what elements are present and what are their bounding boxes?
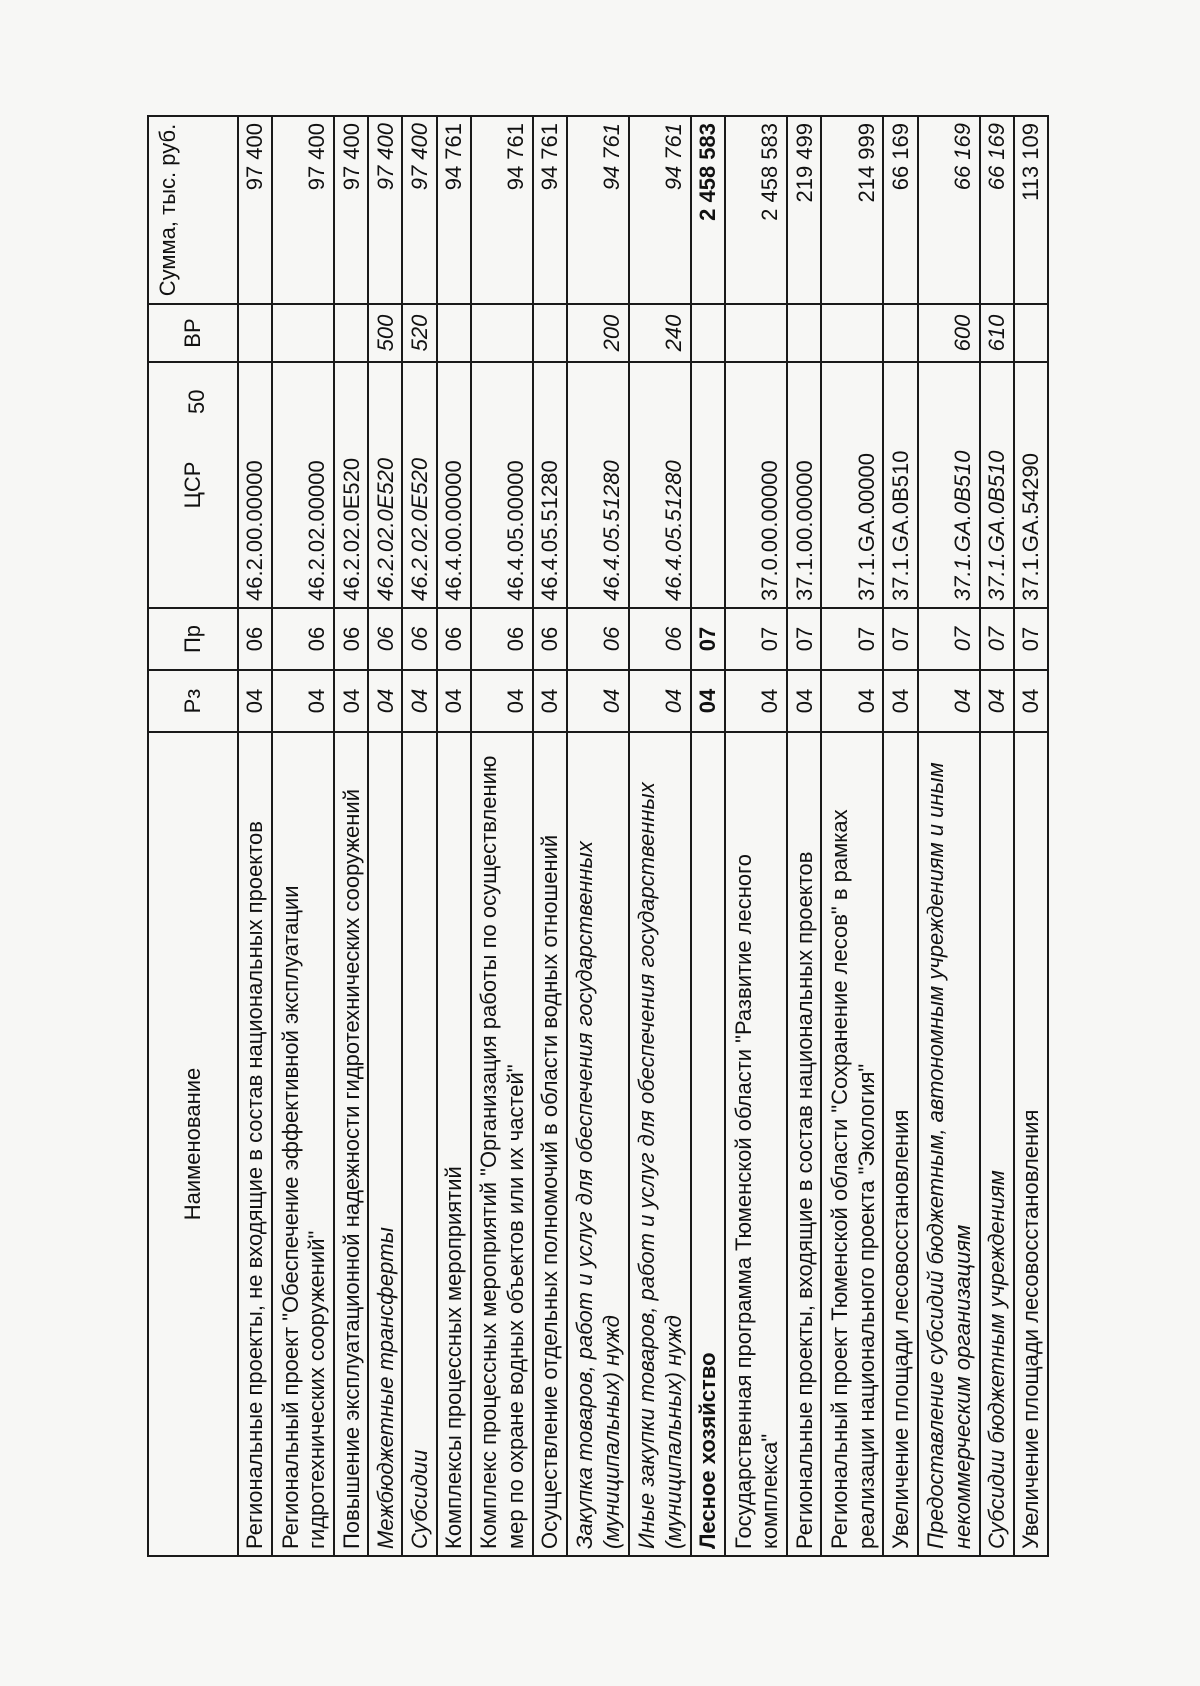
table-cell-rz: 04	[402, 670, 436, 732]
table-cell-rz: 04	[368, 670, 402, 732]
table-cell-pr: 07	[691, 608, 725, 670]
table-cell-sum: 97 400	[334, 116, 368, 304]
table-row	[567, 116, 629, 1556]
table-cell-csr: 37.1.GA.54290	[1014, 362, 1048, 608]
table-cell-csr: 37.0.00.00000	[725, 362, 787, 608]
table-row	[471, 116, 533, 1556]
table-cell-vr: 600	[918, 304, 980, 362]
table-cell-pr: 07	[918, 608, 980, 670]
table-cell-name: Лесное хозяйство	[691, 732, 725, 1556]
table-cell-sum: 97 400	[238, 116, 272, 304]
header-sum: Сумма, тыс. руб.	[148, 116, 238, 304]
table-cell-rz: 04	[787, 670, 821, 732]
table-cell-vr: 240	[629, 304, 691, 362]
table-cell-sum: 214 999	[821, 116, 883, 304]
table-body	[238, 116, 1048, 1556]
table-row	[691, 116, 725, 1556]
table-row	[980, 116, 1014, 1556]
table-cell-vr: 610	[980, 304, 1014, 362]
table-cell-vr	[437, 304, 471, 362]
table-cell-pr: 06	[471, 608, 533, 670]
table-row	[1014, 116, 1048, 1556]
table-cell-rz: 04	[1014, 670, 1048, 732]
table-cell-pr: 06	[567, 608, 629, 670]
table-cell-vr: 500	[368, 304, 402, 362]
table-cell-rz: 04	[334, 670, 368, 732]
budget-table	[147, 115, 1049, 1557]
table-cell-rz: 04	[238, 670, 272, 732]
table-cell-sum: 97 400	[402, 116, 436, 304]
table-cell-pr: 06	[238, 608, 272, 670]
table-row	[787, 116, 821, 1556]
table-cell-sum: 113 109	[1014, 116, 1048, 304]
table-cell-csr: 46.4.05.00000	[471, 362, 533, 608]
table-cell-rz: 04	[272, 670, 334, 732]
table-cell-vr: 520	[402, 304, 436, 362]
table-cell-sum: 2 458 583	[725, 116, 787, 304]
table-cell-csr: 46.4.05.51280	[567, 362, 629, 608]
table-cell-vr	[471, 304, 533, 362]
table-cell-rz: 04	[725, 670, 787, 732]
table-cell-sum: 2 458 583	[691, 116, 725, 304]
table-cell-sum: 94 761	[533, 116, 567, 304]
table-cell-csr: 46.2.02.00000	[272, 362, 334, 608]
table-cell-csr: 46.2.02.0E520	[334, 362, 368, 608]
table-cell-pr: 06	[334, 608, 368, 670]
table-cell-vr	[272, 304, 334, 362]
table-row	[334, 116, 368, 1556]
table-cell-pr: 06	[533, 608, 567, 670]
table-cell-csr: 37.1.GA.0B510	[883, 362, 917, 608]
table-cell-csr: 46.4.05.51280	[629, 362, 691, 608]
table-cell-name: Осуществление отдельных полномочий в области водных отношений	[533, 732, 567, 1556]
table-cell-sum: 94 761	[567, 116, 629, 304]
table-cell-vr	[883, 304, 917, 362]
table-row	[272, 116, 334, 1556]
table-row	[533, 116, 567, 1556]
header-csr: ЦСР	[148, 362, 238, 608]
table-cell-name: Комплекс процессных мероприятий "Организация работы по осуществлению мер по охране водных объектов или их частей"	[471, 732, 533, 1556]
table-cell-vr	[691, 304, 725, 362]
table-cell-name: Субсидии бюджетным учреждениям	[980, 732, 1014, 1556]
table-cell-rz: 04	[567, 670, 629, 732]
table-cell-pr: 06	[629, 608, 691, 670]
table-cell-vr: 200	[567, 304, 629, 362]
table-cell-rz: 04	[437, 670, 471, 732]
table-cell-sum: 97 400	[272, 116, 334, 304]
table-cell-csr: 46.4.00.00000	[437, 362, 471, 608]
table-row	[918, 116, 980, 1556]
table-row	[402, 116, 436, 1556]
table-cell-pr: 07	[787, 608, 821, 670]
table-row	[368, 116, 402, 1556]
table-cell-vr	[1014, 304, 1048, 362]
page-number: 50	[184, 389, 209, 414]
table-cell-name: Межбюджетные трансферты	[368, 732, 402, 1556]
table-cell-sum: 66 169	[980, 116, 1014, 304]
table-cell-sum: 94 761	[629, 116, 691, 304]
table-cell-pr: 06	[272, 608, 334, 670]
table-cell-pr: 06	[368, 608, 402, 670]
table-cell-pr: 07	[821, 608, 883, 670]
table-row	[821, 116, 883, 1556]
table-cell-csr: 37.1.00.00000	[787, 362, 821, 608]
table-cell-name: Иные закупки товаров, работ и услуг для обеспечения государственных (муниципальных) нужд	[629, 732, 691, 1556]
table-cell-csr: 46.2.02.0E520	[402, 362, 436, 608]
table-cell-name: Региональные проекты, входящие в состав национальных проектов	[787, 732, 821, 1556]
table-row	[629, 116, 691, 1556]
header-vr: ВР	[148, 304, 238, 362]
table-cell-vr	[238, 304, 272, 362]
table-cell-pr: 06	[402, 608, 436, 670]
table-cell-vr	[725, 304, 787, 362]
table-cell-rz: 04	[629, 670, 691, 732]
table-cell-rz: 04	[533, 670, 567, 732]
table-cell-rz: 04	[883, 670, 917, 732]
budget-table-frame	[147, 117, 1049, 1557]
table-cell-name: Региональный проект Тюменской области "Сохранение лесов" в рамках реализации национального проекта "Экология"	[821, 732, 883, 1556]
table-cell-csr: 46.4.05.51280	[533, 362, 567, 608]
table-row	[238, 116, 272, 1556]
table-cell-csr: 37.1.GA.00000	[821, 362, 883, 608]
table-cell-sum: 66 169	[918, 116, 980, 304]
table-cell-csr	[691, 362, 725, 608]
table-cell-rz: 04	[918, 670, 980, 732]
table-cell-csr: 37.1.GA.0B510	[980, 362, 1014, 608]
table-cell-sum: 219 499	[787, 116, 821, 304]
table-cell-rz: 04	[471, 670, 533, 732]
table-cell-name: Повышение эксплуатационной надежности гидротехнических сооружений	[334, 732, 368, 1556]
table-cell-pr: 07	[883, 608, 917, 670]
table-cell-name: Увеличение площади лесовосстановления	[1014, 732, 1048, 1556]
table-cell-name: Региональные проекты, не входящие в состав национальных проектов	[238, 732, 272, 1556]
table-header-row	[148, 116, 238, 1556]
table-cell-name: Предоставление субсидий бюджетным, автономным учреждениям и иным некоммерческим организациям	[918, 732, 980, 1556]
table-cell-sum: 97 400	[368, 116, 402, 304]
table-cell-name: Государственная программа Тюменской области "Развитие лесного комплекса"	[725, 732, 787, 1556]
table-cell-pr: 07	[1014, 608, 1048, 670]
table-row	[725, 116, 787, 1556]
table-cell-pr: 07	[980, 608, 1014, 670]
header-name: Наименование	[148, 732, 238, 1556]
table-cell-vr	[821, 304, 883, 362]
table-cell-pr: 06	[437, 608, 471, 670]
table-cell-csr: 46.2.02.0E520	[368, 362, 402, 608]
header-pr: Пр	[148, 608, 238, 670]
table-cell-sum: 66 169	[883, 116, 917, 304]
table-cell-pr: 07	[725, 608, 787, 670]
table-cell-rz: 04	[691, 670, 725, 732]
table-cell-csr: 37.1.GA.0B510	[918, 362, 980, 608]
table-cell-name: Субсидии	[402, 732, 436, 1556]
table-cell-rz: 04	[821, 670, 883, 732]
header-rz: Рз	[148, 670, 238, 732]
table-cell-vr	[533, 304, 567, 362]
table-cell-sum: 94 761	[437, 116, 471, 304]
table-cell-name: Комплексы процессных мероприятий	[437, 732, 471, 1556]
table-cell-csr: 46.2.00.00000	[238, 362, 272, 608]
table-cell-rz: 04	[980, 670, 1014, 732]
table-cell-name: Региональный проект "Обеспечение эффективной эксплуатации гидротехнических сооружений"	[272, 732, 334, 1556]
table-row	[437, 116, 471, 1556]
table-cell-name: Увеличение площади лесовосстановления	[883, 732, 917, 1556]
table-cell-name: Закупка товаров, работ и услуг для обеспечения государственных (муниципальных) нужд	[567, 732, 629, 1556]
table-cell-sum: 94 761	[471, 116, 533, 304]
table-row	[883, 116, 917, 1556]
table-cell-vr	[334, 304, 368, 362]
table-cell-vr	[787, 304, 821, 362]
